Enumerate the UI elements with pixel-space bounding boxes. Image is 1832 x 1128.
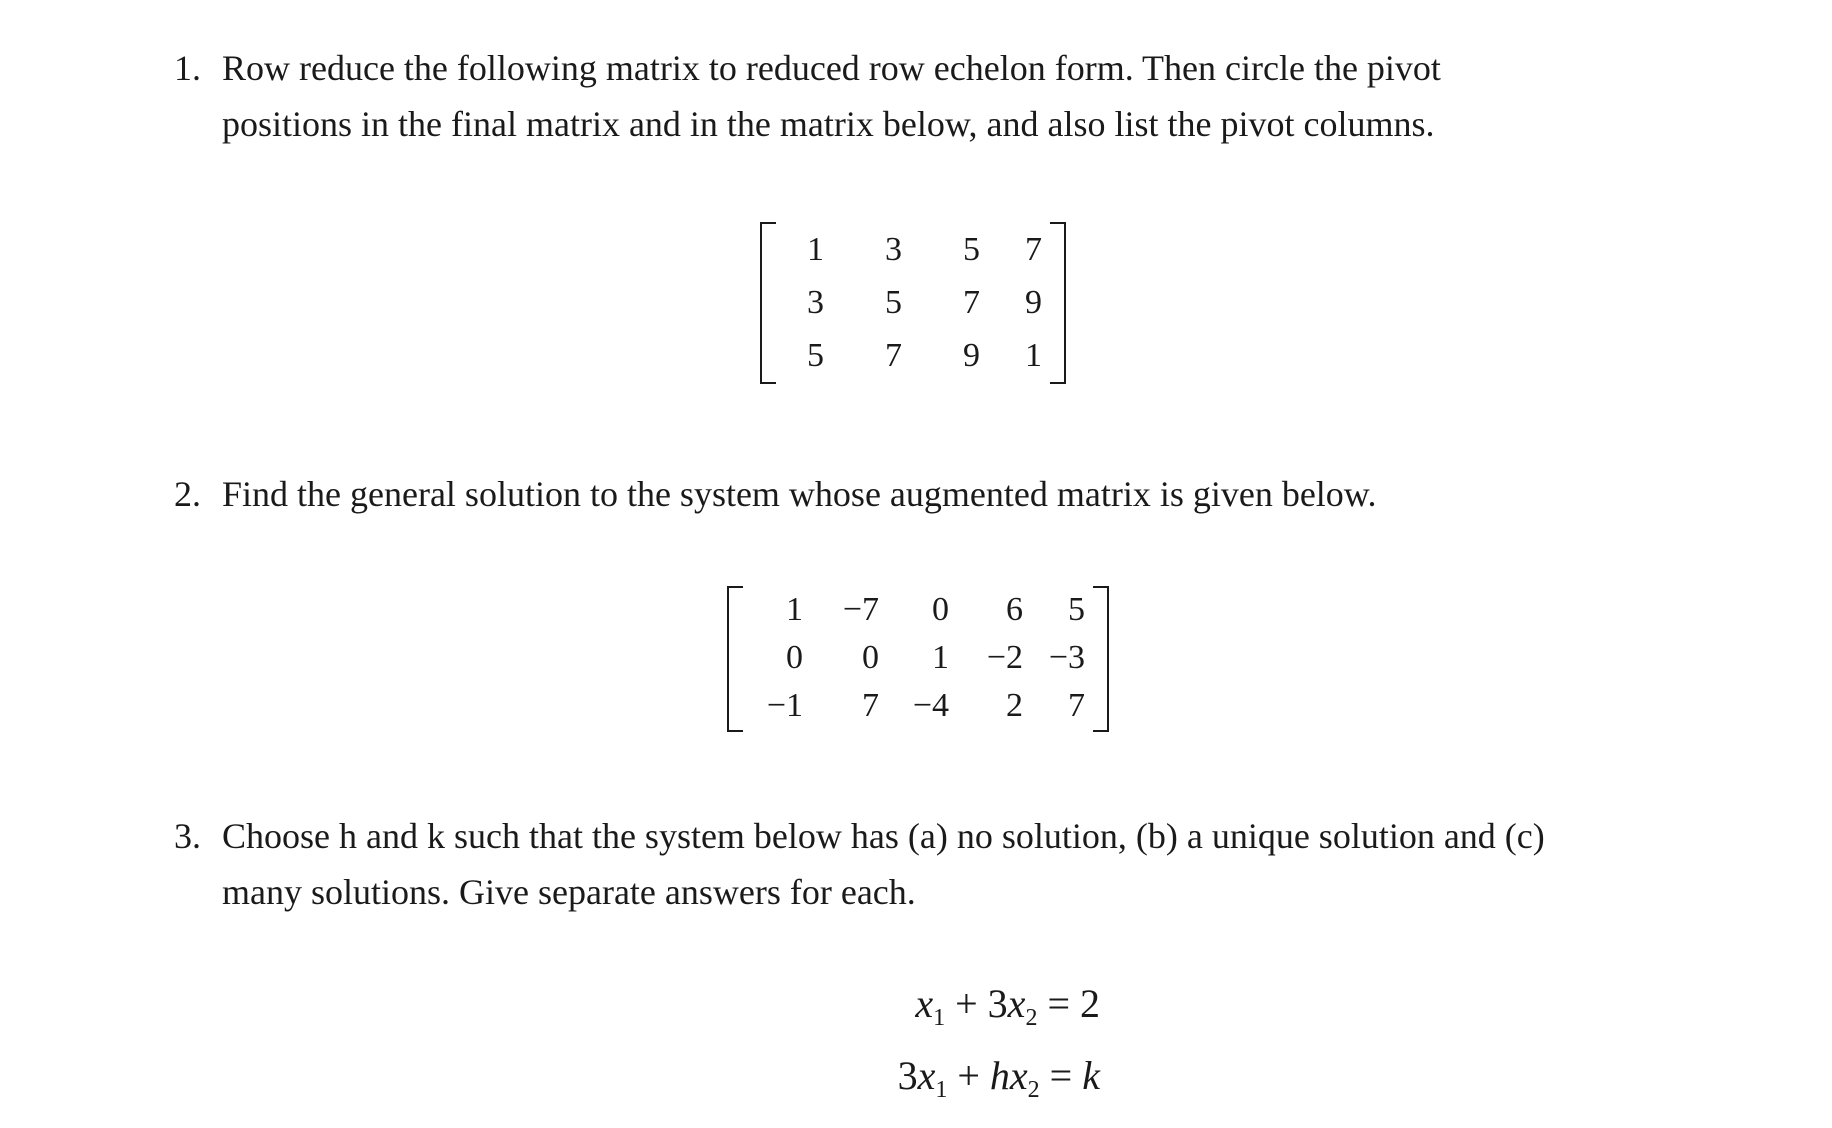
matrix-1 [760,222,1066,384]
variable: x [1009,1053,1028,1098]
matrix-cell: −1 [766,687,803,724]
matrix-cell: 9 [963,337,980,374]
matrix-cell: 5 [1068,591,1085,628]
operator: + 3 [945,981,1008,1026]
problem-text: Find the general solution to the system whose augmented matrix is given below. [222,474,1377,514]
subscript: 2 [1027,1077,1040,1103]
problem-1 [174,40,1734,152]
matrix-cell: 0 [932,591,949,628]
equals-sign: = [1037,981,1080,1026]
subscript: 1 [933,1005,946,1031]
matrix-cell: 5 [807,337,824,374]
problem-number: 2. [174,474,201,514]
matrix-cell: 6 [1006,591,1023,628]
rhs-k: k [1082,1053,1100,1098]
variable: x [917,1053,936,1098]
augmented-matrix [727,586,1109,732]
matrix-cell: 7 [963,284,980,321]
subscript: 1 [935,1077,948,1103]
matrix-cell: 7 [862,687,879,724]
matrix-cell: −3 [1048,639,1085,676]
matrix-cell: 3 [807,284,824,321]
coefficient-h: h [989,1053,1010,1098]
matrix-cell: 7 [1068,687,1085,724]
matrix-cell: 2 [1006,687,1023,724]
matrix-cell: 1 [786,591,803,628]
matrix-cell: 0 [786,639,803,676]
matrix-cell: 3 [885,231,902,268]
problem-number: 3. [174,816,201,856]
matrix-cell: 9 [1025,284,1042,321]
problem-text: Choose h and k such that the system below has (a) no solution, (b) a unique solution and (c) many solutions. Give separate answers for each. [222,816,1545,912]
coefficient: 3 [897,1053,918,1098]
operator: + [947,1053,990,1098]
matrix-cell: 5 [963,231,980,268]
equation-system [780,974,1100,1124]
matrix-cell: 1 [932,639,949,676]
equation-2 [780,1046,1100,1106]
matrix-cell: 0 [862,639,879,676]
matrix-cell: −7 [842,591,879,628]
variable: x [915,981,934,1026]
problem-3 [174,808,1734,920]
right-bracket [1093,586,1109,732]
matrix-cell: −4 [912,687,949,724]
problem-number: 1. [174,48,201,88]
matrix-cell: 1 [807,231,824,268]
subscript: 2 [1025,1005,1038,1031]
matrix-cell: 7 [1025,231,1042,268]
right-bracket [1050,222,1066,384]
problem-text: Row reduce the following matrix to reduced row echelon form. Then circle the pivot positions in the final matrix and in the matrix below, and also list the pivot columns. [222,48,1441,144]
matrix-cell: 7 [885,337,902,374]
equals-sign: = [1039,1053,1083,1098]
matrix-cell: 1 [1025,337,1042,374]
matrix-cell: 5 [885,284,902,321]
left-bracket [727,586,743,732]
matrix-cell: −2 [986,639,1023,676]
problem-2 [174,466,1734,522]
equation-1 [780,974,1100,1034]
left-bracket [760,222,776,384]
variable: x [1007,981,1026,1026]
rhs: 2 [1080,981,1100,1026]
